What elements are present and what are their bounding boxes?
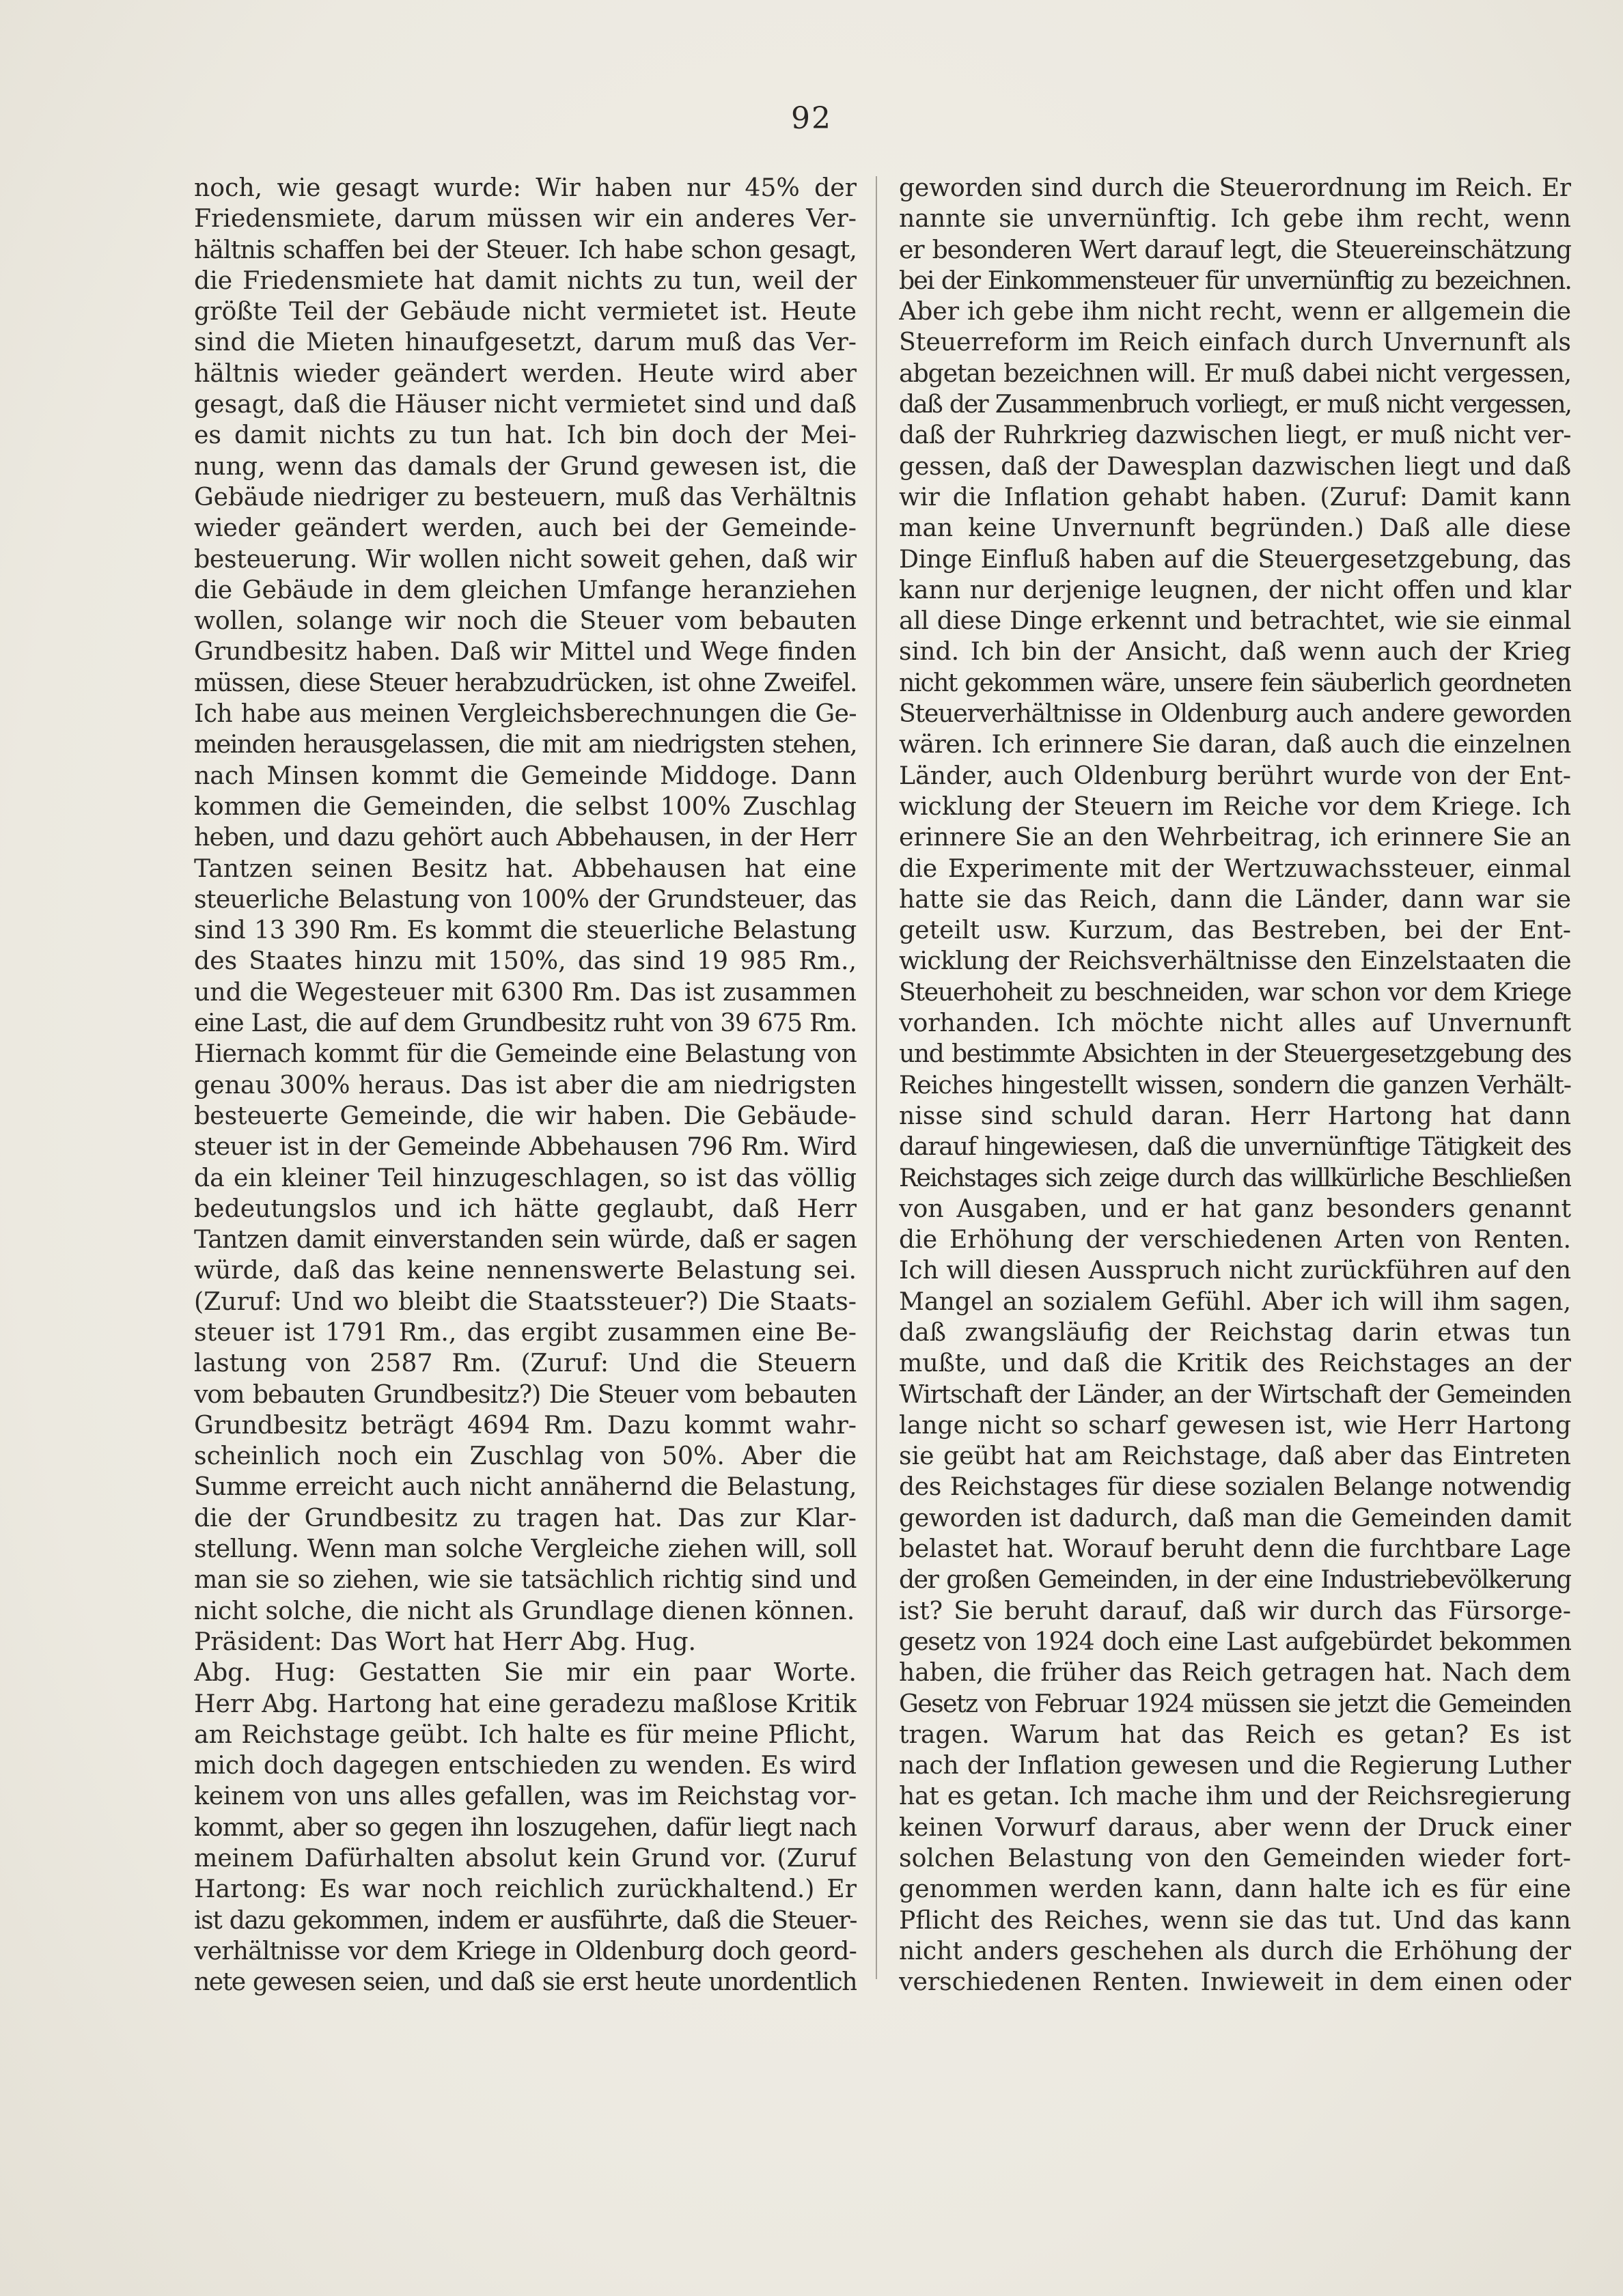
column-divider bbox=[876, 176, 877, 1979]
text-line: daß zwangsläufig der Reichstag darin etwas tun bbox=[899, 1317, 1571, 1347]
text-line: Tantzen damit einverstanden sein würde, daß er sagen bbox=[194, 1224, 857, 1255]
text-line: die Erhöhung der verschiedenen Arten von Renten. bbox=[899, 1224, 1571, 1255]
text-line: nisse sind schuld daran. Herr Hartong hat dann bbox=[899, 1100, 1571, 1130]
text-line: nicht gekommen wäre, unsere fein säuberlich geordneten bbox=[899, 667, 1571, 697]
text-line: daß der Zusammenbruch vorliegt, er muß nicht vergessen, bbox=[899, 389, 1571, 419]
text-line: wollen, solange wir noch die Steuer vom bebauten bbox=[194, 606, 857, 636]
text-line: belastet hat. Worauf beruht denn die furchtbare Lage bbox=[899, 1534, 1571, 1564]
text-line: verhältnisse vor dem Kriege in Oldenburg doch geord- bbox=[194, 1935, 857, 1965]
text-line: steuerliche Belastung von 100% der Grundsteuer, das bbox=[194, 884, 857, 914]
text-line: nete gewesen seien, und daß sie erst heute unordentlich bbox=[194, 1967, 857, 1997]
text-line: gesagt, daß die Häuser nicht vermietet sind und daß bbox=[194, 389, 857, 419]
page-number: 92 bbox=[791, 101, 832, 136]
text-line: die Experimente mit der Wertzuwachssteuer, einmal bbox=[899, 853, 1571, 883]
text-line: wir die Inflation gehabt haben. (Zuruf: Damit kann bbox=[899, 481, 1571, 512]
text-line: Dinge Einfluß haben auf die Steuergesetzgebung, das bbox=[899, 544, 1571, 574]
text-line: am Reichstage geübt. Ich halte es für meine Pflicht, bbox=[194, 1719, 857, 1749]
text-line: sind. Ich bin der Ansicht, daß wenn auch der Krieg bbox=[899, 636, 1571, 667]
text-line: Herr Abg. Hartong hat eine geradezu maßlose Kritik bbox=[194, 1688, 857, 1718]
text-line: und bestimmte Absichten in der Steuergesetzgebung des bbox=[899, 1039, 1571, 1069]
text-line: all diese Dinge erkennt und betrachtet, wie sie einmal bbox=[899, 606, 1571, 636]
text-line: man keine Unvernunft begründen.) Daß alle diese bbox=[899, 513, 1571, 543]
text-line: da ein kleiner Teil hinzugeschlagen, so ist das völlig bbox=[194, 1162, 857, 1192]
text-line: geworden ist dadurch, daß man die Gemeinden damit bbox=[899, 1502, 1571, 1532]
text-line: und die Wegesteuer mit 6300 Rm. Das ist zusammen bbox=[194, 977, 857, 1007]
text-line: gesetz von 1924 doch eine Last aufgebürdet bekommen bbox=[899, 1626, 1571, 1656]
text-line: stellung. Wenn man solche Vergleiche ziehen will, soll bbox=[194, 1534, 857, 1564]
text-line: Hartong: Es war noch reichlich zurückhaltend.) Er bbox=[194, 1874, 857, 1904]
text-line: haben, die früher das Reich getragen hat. Nach dem bbox=[899, 1657, 1571, 1688]
text-line: gessen, daß der Dawesplan dazwischen liegt und daß bbox=[899, 451, 1571, 481]
text-line: Steuerhoheit zu beschneiden, war schon vor dem Kriege bbox=[899, 977, 1571, 1007]
text-line: Reichstages sich zeige durch das willkürliche Beschließen bbox=[899, 1162, 1571, 1192]
text-line: man sie so ziehen, wie sie tatsächlich richtig sind und bbox=[194, 1565, 857, 1595]
text-line: hatte sie das Reich, dann die Länder, dann war sie bbox=[899, 884, 1571, 914]
text-line: müssen, diese Steuer herabzudrücken, ist ohne Zweifel. bbox=[194, 667, 857, 697]
text-line: darauf hingewiesen, daß die unvernünftige Tätigkeit des bbox=[899, 1132, 1571, 1162]
text-line: es damit nichts zu tun hat. Ich bin doch der Mei- bbox=[194, 420, 857, 450]
text-line: Friedensmiete, darum müssen wir ein anderes Ver- bbox=[194, 204, 857, 234]
text-line: würde, daß das keine nennenswerte Belastung sei. bbox=[194, 1255, 857, 1285]
text-line: besteuerte Gemeinde, die wir haben. Die Gebäude- bbox=[194, 1100, 857, 1130]
text-line: Ich habe aus meinen Vergleichsberechnungen die Ge- bbox=[194, 699, 857, 729]
text-line: sind 13 390 Rm. Es kommt die steuerliche Belastung bbox=[194, 915, 857, 945]
text-line: kommt, aber so gegen ihn loszugehen, dafür liegt nach bbox=[194, 1812, 857, 1842]
text-line: keinen Vorwurf daraus, aber wenn der Druck einer bbox=[899, 1812, 1571, 1842]
text-line: nach Minsen kommt die Gemeinde Middoge. Dann bbox=[194, 760, 857, 790]
text-line: mich doch dagegen entschieden zu wenden. Es wird bbox=[194, 1750, 857, 1780]
text-line: Mangel an sozialem Gefühl. Aber ich will ihm sagen, bbox=[899, 1286, 1571, 1316]
text-line: Länder, auch Oldenburg berührt wurde von der Ent- bbox=[899, 760, 1571, 790]
text-line: solchen Belastung von den Gemeinden wieder fort- bbox=[899, 1843, 1571, 1873]
text-line: Hiernach kommt für die Gemeinde eine Belastung von bbox=[194, 1039, 857, 1069]
text-line: keinem von uns alles gefallen, was im Reichstag vor- bbox=[194, 1781, 857, 1811]
text-line: besteuerung. Wir wollen nicht soweit gehen, daß wir bbox=[194, 544, 857, 574]
text-line: Reiches hingestellt wissen, sondern die ganzen Verhält- bbox=[899, 1069, 1571, 1100]
text-line: scheinlich noch ein Zuschlag von 50%. Aber die bbox=[194, 1441, 857, 1471]
text-line: (Zuruf: Und wo bleibt die Staatssteuer?) Die Staats- bbox=[194, 1286, 857, 1316]
text-line: von Ausgaben, und er hat ganz besonders genannt bbox=[899, 1193, 1571, 1223]
text-line: wieder geändert werden, auch bei der Gemeinde- bbox=[194, 513, 857, 543]
right-text-column bbox=[899, 172, 1571, 1998]
text-line: nicht solche, die nicht als Grundlage dienen können. bbox=[194, 1595, 855, 1625]
text-line: noch, wie gesagt wurde: Wir haben nur 45% der bbox=[194, 173, 857, 202]
text-line: Grundbesitz beträgt 4694 Rm. Dazu kommt wahr- bbox=[194, 1410, 857, 1440]
left-text-column bbox=[194, 172, 857, 1998]
text-line: die der Grundbesitz zu tragen hat. Das zur Klar- bbox=[194, 1502, 857, 1532]
text-line: steuer ist 1791 Rm., das ergibt zusammen eine Be- bbox=[194, 1317, 857, 1347]
text-line: daß der Ruhrkrieg dazwischen liegt, er muß nicht ver- bbox=[899, 420, 1571, 450]
text-line: vom bebauten Grundbesitz?) Die Steuer vom bebauten bbox=[194, 1379, 857, 1409]
text-line: sind die Mieten hinaufgesetzt, darum muß das Ver- bbox=[194, 327, 857, 357]
text-line: Pflicht des Reiches, wenn sie das tut. Und das kann bbox=[899, 1905, 1571, 1935]
text-line: verschiedenen Renten. Inwieweit in dem einen oder bbox=[899, 1967, 1571, 1997]
text-line: geworden sind durch die Steuerordnung im Reich. Er bbox=[899, 173, 1571, 202]
text-line: wären. Ich erinnere Sie daran, daß auch die einzelnen bbox=[899, 729, 1571, 759]
text-line: wicklung der Reichsverhältnisse den Einzelstaaten die bbox=[899, 946, 1571, 976]
text-line: abgetan bezeichnen will. Er muß dabei nicht vergessen, bbox=[899, 358, 1571, 388]
text-line: meinden herausgelassen, die mit am niedrigsten stehen, bbox=[194, 729, 857, 759]
text-line: nach der Inflation gewesen und die Regierung Luther bbox=[899, 1750, 1571, 1780]
text-line: Grundbesitz haben. Daß wir Mittel und Wege finden bbox=[194, 636, 857, 667]
text-line: bei der Einkommensteuer für unvernünftig zu bezeichnen. bbox=[899, 265, 1571, 295]
text-line: mußte, und daß die Kritik des Reichstages an der bbox=[899, 1348, 1571, 1378]
text-line: der großen Gemeinden, in der eine Industriebevölkerung bbox=[899, 1565, 1571, 1595]
text-line: des Staates hinzu mit 150%, das sind 19 985 Rm., bbox=[194, 946, 857, 976]
text-line: des Reichstages für diese sozialen Belange notwendig bbox=[899, 1472, 1571, 1502]
text-line: tragen. Warum hat das Reich es getan? Es ist bbox=[899, 1719, 1571, 1749]
text-line: steuer ist in der Gemeinde Abbehausen 796 Rm. Wird bbox=[194, 1132, 857, 1162]
text-line: kann nur derjenige leugnen, der nicht offen und klar bbox=[899, 574, 1571, 604]
text-line: größte Teil der Gebäude nicht vermietet ist. Heute bbox=[194, 296, 857, 326]
text-line: die Gebäude in dem gleichen Umfange heranziehen bbox=[194, 574, 857, 604]
text-line: hältnis schaffen bei der Steuer. Ich habe schon gesagt, bbox=[194, 234, 857, 264]
text-line: Präsident: Das Wort hat Herr Abg. Hug. bbox=[194, 1626, 697, 1656]
text-line: erinnere Sie an den Wehrbeitrag, ich erinnere Sie an bbox=[899, 822, 1571, 852]
text-line: die Friedensmiete hat damit nichts zu tun, weil der bbox=[194, 265, 857, 295]
text-line: sie geübt hat am Reichstage, daß aber das Eintreten bbox=[899, 1441, 1571, 1471]
text-line: geteilt usw. Kurzum, das Bestreben, bei der Ent- bbox=[899, 915, 1571, 945]
text-line: genau 300% heraus. Das ist aber die am niedrigsten bbox=[194, 1069, 857, 1100]
text-line: ist? Sie beruht darauf, daß wir durch das Fürsorge- bbox=[899, 1595, 1571, 1625]
text-line: Steuerverhältnisse in Oldenburg auch andere geworden bbox=[899, 699, 1571, 729]
text-line: er besonderen Wert darauf legt, die Steuereinschätzung bbox=[899, 234, 1571, 264]
text-line: Abg. Hug: Gestatten Sie mir ein paar Worte. bbox=[194, 1657, 857, 1688]
text-line: hältnis wieder geändert werden. Heute wird aber bbox=[194, 358, 857, 388]
text-line: nicht anders geschehen als durch die Erhöhung der bbox=[899, 1935, 1571, 1965]
text-line: Gebäude niedriger zu besteuern, muß das Verhältnis bbox=[194, 481, 857, 512]
text-line: nung, wenn das damals der Grund gewesen ist, die bbox=[194, 451, 857, 481]
text-line: meinem Dafürhalten absolut kein Grund vor. (Zuruf bbox=[194, 1843, 857, 1873]
text-line: Aber ich gebe ihm nicht recht, wenn er allgemein die bbox=[899, 296, 1571, 326]
text-line: ist dazu gekommen, indem er ausführte, daß die Steuer- bbox=[194, 1905, 857, 1935]
text-line: kommen die Gemeinden, die selbst 100% Zuschlag bbox=[194, 791, 857, 821]
text-line: Ich will diesen Ausspruch nicht zurückführen auf den bbox=[899, 1255, 1571, 1285]
text-line: Steuerreform im Reich einfach durch Unvernunft als bbox=[899, 327, 1571, 357]
text-line: hat es getan. Ich mache ihm und der Reichsregierung bbox=[899, 1781, 1571, 1811]
text-line: lastung von 2587 Rm. (Zuruf: Und die Steuern bbox=[194, 1348, 857, 1378]
text-line: Summe erreicht auch nicht annähernd die Belastung, bbox=[194, 1472, 857, 1502]
text-line: genommen werden kann, dann halte ich es für eine bbox=[899, 1874, 1571, 1904]
text-line: Tantzen seinen Besitz hat. Abbehausen hat eine bbox=[194, 853, 857, 883]
text-line: vorhanden. Ich möchte nicht alles auf Unvernunft bbox=[899, 1008, 1571, 1038]
text-line: bedeutungslos und ich hätte geglaubt, daß Herr bbox=[194, 1193, 857, 1223]
text-line: Wirtschaft der Länder, an der Wirtschaft der Gemeinden bbox=[899, 1379, 1571, 1409]
text-line: lange nicht so scharf gewesen ist, wie Herr Hartong bbox=[899, 1410, 1571, 1440]
text-line: Gesetz von Februar 1924 müssen sie jetzt die Gemeinden bbox=[899, 1688, 1571, 1718]
text-line: wicklung der Steuern im Reiche vor dem Kriege. Ich bbox=[899, 791, 1571, 821]
text-line: heben, und dazu gehört auch Abbehausen, in der Herr bbox=[194, 822, 857, 852]
text-line: nannte sie unvernünftig. Ich gebe ihm recht, wenn bbox=[899, 204, 1571, 234]
text-line: eine Last, die auf dem Grundbesitz ruht von 39 675 Rm. bbox=[194, 1008, 857, 1038]
